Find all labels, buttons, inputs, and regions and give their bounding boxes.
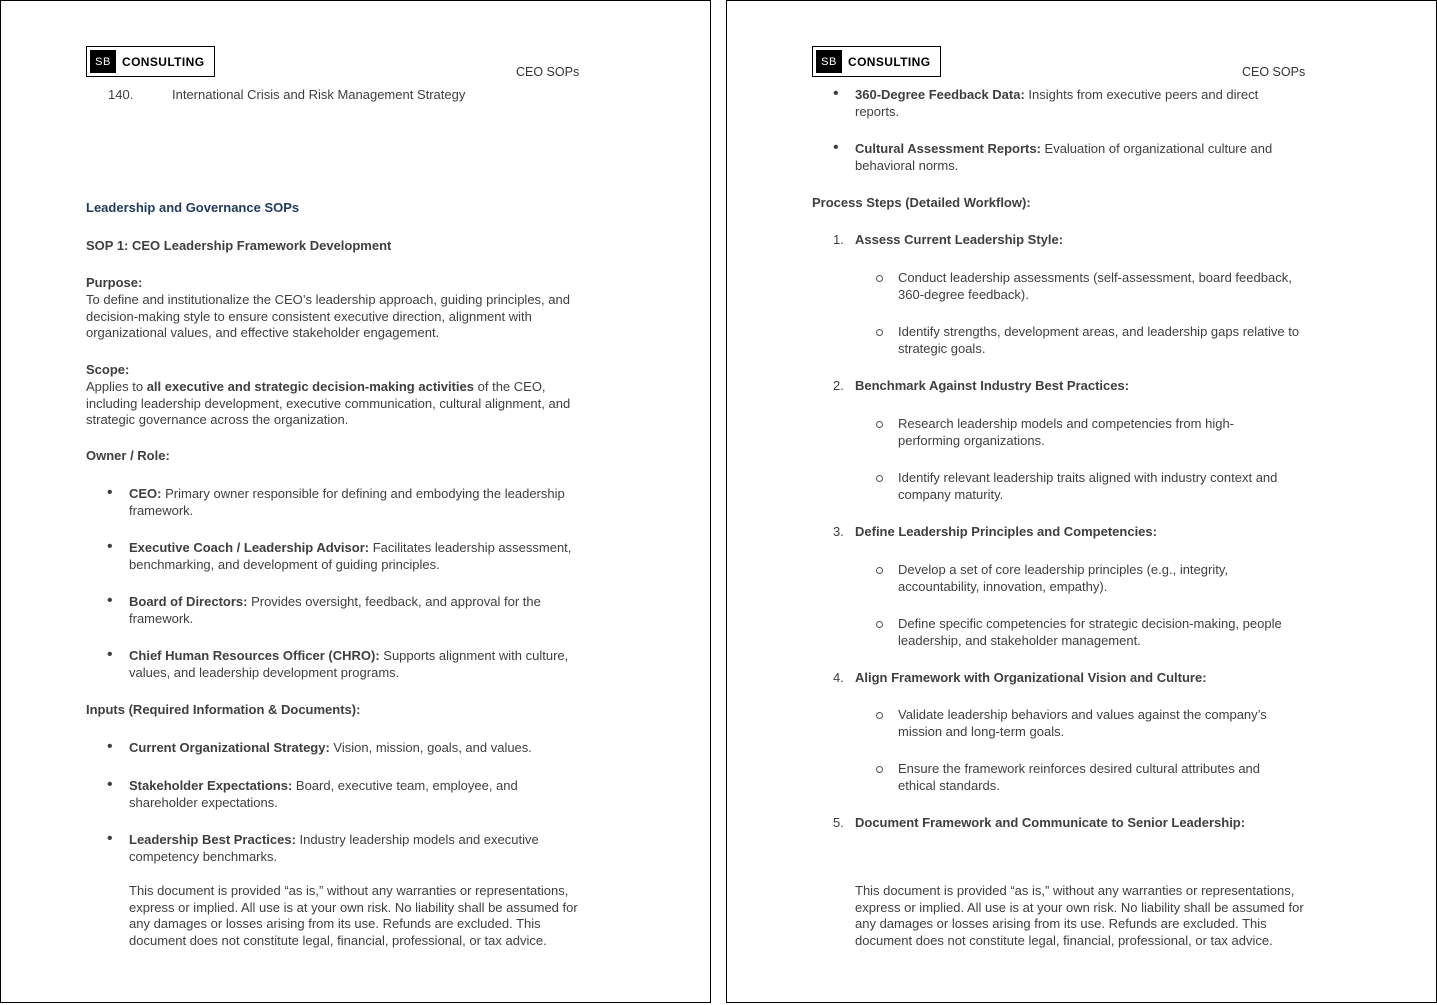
sb-consulting-logo — [86, 46, 215, 77]
bullet-icon: • — [107, 538, 113, 555]
step-title: Define Leadership Principles and Competencies: — [855, 524, 1157, 539]
bullet-icon: • — [107, 776, 113, 793]
toc-entry-title: International Crisis and Risk Management Strategy — [172, 87, 466, 102]
scope-label: Scope: — [86, 362, 130, 377]
process-steps-label: Process Steps (Detailed Workflow): — [812, 195, 1031, 210]
step-sub-item: Identify relevant leadership traits aligned with industry context and company maturity. — [898, 470, 1278, 502]
header-doc-title: CEO SOPs — [516, 65, 580, 79]
input-term: Stakeholder Expectations: — [129, 778, 293, 793]
logo-wordmark: CONSULTING — [848, 54, 931, 69]
step-sub-item: Validate leadership behaviors and values against the company’s mission and long-term goals. — [898, 707, 1267, 739]
circle-bullet-icon — [876, 421, 883, 428]
bullet-icon: • — [107, 830, 113, 847]
scope-post: of the CEO, including leadership development, executive communication, cultural alignment, and strategic governance across the organization. — [86, 379, 571, 427]
input-item-360 — [855, 87, 1295, 120]
step-title: Document Framework and Communicate to Senior Leadership: — [855, 815, 1246, 830]
bullet-icon: • — [833, 139, 839, 156]
step-sub-item: Research leadership models and competencies from high-performing organizations. — [898, 416, 1235, 448]
input-item-stakeholder — [129, 778, 529, 811]
owner-item-board — [129, 594, 569, 627]
input-desc: Evaluation of organizational culture and behavioral norms. — [855, 141, 1273, 173]
bullet-icon: • — [107, 484, 113, 501]
step-sub-item: Identify strengths, development areas, and leadership gaps relative to strategic goals. — [898, 324, 1300, 356]
owner-term: Executive Coach / Leadership Advisor: — [129, 540, 370, 555]
bullet-icon: • — [833, 85, 839, 102]
input-desc: Vision, mission, goals, and values. — [329, 740, 532, 755]
step-sub-item: Ensure the framework reinforces desired cultural attributes and ethical standards. — [898, 761, 1261, 793]
owner-item-chro — [129, 648, 589, 681]
sb-consulting-logo — [812, 46, 941, 77]
circle-bullet-icon — [876, 275, 883, 282]
purpose-text: To define and institutionalize the CEO’s leadership approach, guiding principles, and decision-making style to ensure consistent executive direction, alignment with organizational values, and effective stakeholder engagement. — [86, 292, 570, 340]
disclaimer-footer: This document is provided “as is,” without any warranties or representations, express or implied. All use is at your own risk. No liability shall be assumed for any damages or losses arising from its use. Refunds are excluded. This document does not constitute legal, financial, professional, or tax advice. — [855, 883, 1304, 948]
step-number: 5. — [833, 815, 844, 830]
owner-desc: Supports alignment with culture, values, and leadership development programs. — [129, 648, 569, 680]
step-number: 3. — [833, 524, 844, 539]
owner-term: Board of Directors: — [129, 594, 248, 609]
document-page-1 — [0, 0, 711, 1003]
step-sub-item: Develop a set of core leadership principles (e.g., integrity, accountability, innovation, empathy). — [898, 562, 1228, 594]
owner-desc: Facilitates leadership assessment, benchmarking, and development of guiding principles. — [129, 540, 572, 572]
step-title: Assess Current Leadership Style: — [855, 232, 1064, 247]
owner-term: CEO: — [129, 486, 162, 501]
toc-number: 140. — [108, 87, 134, 102]
scope-text — [86, 379, 581, 429]
circle-bullet-icon — [876, 712, 883, 719]
purpose-label: Purpose: — [86, 275, 143, 290]
owner-desc: Provides oversight, feedback, and approval for the framework. — [129, 594, 541, 626]
circle-bullet-icon — [876, 621, 883, 628]
sop-title: SOP 1: CEO Leadership Framework Development — [86, 238, 392, 253]
input-item-best-practices — [129, 832, 559, 865]
owner-term: Chief Human Resources Officer (CHRO): — [129, 648, 380, 663]
logo-sb-mark: SB — [816, 50, 842, 73]
circle-bullet-icon — [876, 567, 883, 574]
input-term: Current Organizational Strategy: — [129, 740, 330, 755]
step-sub-item: Conduct leadership assessments (self-assessment, board feedback, 360-degree feedback). — [898, 270, 1292, 302]
input-term: Cultural Assessment Reports: — [855, 141, 1041, 156]
input-desc: Board, executive team, employee, and shareholder expectations. — [129, 778, 518, 810]
bullet-icon: • — [107, 592, 113, 609]
input-item-strategy — [129, 740, 589, 757]
step-number: 2. — [833, 378, 844, 393]
scope-bold: all executive and strategic decision-making activities — [146, 379, 475, 394]
step-number: 1. — [833, 232, 844, 247]
step-title: Benchmark Against Industry Best Practices: — [855, 378, 1130, 393]
disclaimer-footer: This document is provided “as is,” without any warranties or representations, express or implied. All use is at your own risk. No liability shall be assumed for any damages or losses arising from its use. Refunds are excluded. This document does not constitute legal, financial, professional, or tax advice. — [129, 883, 578, 948]
section-heading: Leadership and Governance SOPs — [86, 200, 300, 215]
step-title: Align Framework with Organizational Vision and Culture: — [855, 670, 1207, 685]
scope-pre: Applies to — [86, 379, 147, 394]
input-term: Leadership Best Practices: — [129, 832, 296, 847]
logo-wordmark: CONSULTING — [122, 54, 205, 69]
input-item-cultural — [855, 141, 1310, 174]
input-term: 360-Degree Feedback Data: — [855, 87, 1025, 102]
circle-bullet-icon — [876, 475, 883, 482]
owner-desc: Primary owner responsible for defining and embodying the leadership framework. — [129, 486, 565, 518]
owner-item-ceo — [129, 486, 589, 519]
logo-sb-mark: SB — [90, 50, 116, 73]
inputs-label: Inputs (Required Information & Documents): — [86, 702, 361, 717]
circle-bullet-icon — [876, 329, 883, 336]
step-number: 4. — [833, 670, 844, 685]
header-doc-title: CEO SOPs — [1242, 65, 1306, 79]
bullet-icon: • — [107, 646, 113, 663]
owner-item-coach — [129, 540, 589, 573]
owner-label: Owner / Role: — [86, 448, 170, 463]
input-desc: Insights from executive peers and direct reports. — [855, 87, 1259, 119]
input-desc: Industry leadership models and executive competency benchmarks. — [129, 832, 539, 864]
step-sub-item: Define specific competencies for strategic decision-making, people leadership, and stakeholder management. — [898, 616, 1282, 648]
bullet-icon: • — [107, 738, 113, 755]
circle-bullet-icon — [876, 766, 883, 773]
document-page-2 — [726, 0, 1437, 1003]
